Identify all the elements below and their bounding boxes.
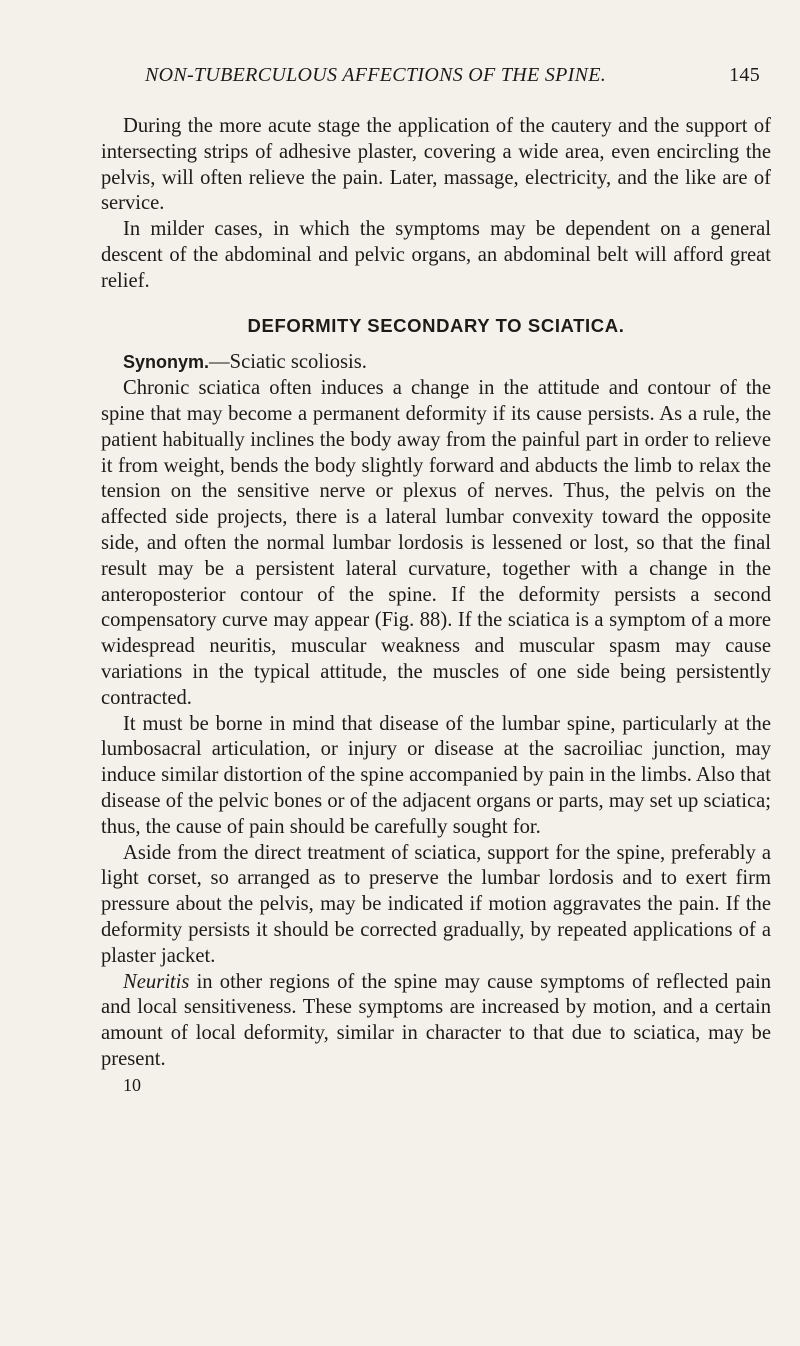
running-head-title: NON-TUBERCULOUS AFFECTIONS OF THE SPINE.: [145, 64, 607, 86]
paragraph-abdominal-belt: In milder cases, in which the symptoms may be dependent on a general descent of the abdominal and pelvic organs, an abdominal belt will afford great relief.: [101, 218, 771, 292]
synonym-text: —Sciatic scoliosis.: [209, 351, 367, 374]
paragraph-treatment: Aside from the direct treatment of sciatica, support for the spine, preferably a light corset, so arranged as to preserve the lumbar lordosis and to exert firm pressure about the pelvis, may be indicated if motion aggravates the pain. If the deformity persists it should be corrected gradually, by repeated applications of a plaster jacket.: [101, 841, 771, 967]
paragraph-lumbar-disease: It must be borne in mind that disease of the lumbar spine, particularly at the lumbosacral articulation, or injury or disease at the sacroiliac junction, may induce similar distortion of the spine accompanied by pain in the limbs. Also that disease of the pelvic bones or of the adjacent organs or parts, may set up sciatica; thus, the cause of pain should be carefully sought for.: [101, 712, 771, 838]
synonym-label: Synonym.: [123, 352, 210, 373]
neuritis-term: Neuritis: [123, 970, 190, 993]
neuritis-text: in other regions of the spine may cause symptoms of reflected pain and local sensitiveness. These symptoms are increased by motion, and a certain amount of local deformity, similar in character to that due to sciatica, may be present.: [101, 970, 771, 1070]
page-number: 145: [729, 64, 760, 86]
paragraph-cautery: During the more acute stage the application of the cautery and the support of intersecting strips of adhesive plaster, covering a wide area, even encircling the pelvis, will often relieve the pain. Later, massage, electricity, and the like are of service.: [101, 115, 771, 215]
running-head: [145, 64, 760, 87]
paragraph-synonym: [101, 350, 771, 376]
paragraph-neuritis: [101, 970, 771, 1073]
signature-mark: 10: [123, 1074, 141, 1095]
paragraph-chronic-sciatica: Chronic sciatica often induces a change in the attitude and contour of the spine that may become a permanent deformity if its cause persists. As a rule, the patient habitually inclines the body away from the painful part in order to relieve it from weight, bends the body slightly forward and abducts the limb to relax the tension on the sensitive nerve or plexus of nerves. Thus, the pelvis on the affected side projects, there is a lateral lumbar convexity toward the opposite side, and often the normal lumbar lordosis is lessened or lost, so that the final result may be a persistent lateral curvature, together with a change in the anteroposterior contour of the spine. If the deformity persists a second compensatory curve may appear (Fig. 88). If the sciatica is a symptom of a more widespread neuritis, muscular weakness and muscular spasm may cause variations in the typical attitude, the muscles of one side being persistently contracted.: [101, 377, 771, 709]
body-text: [101, 114, 771, 1098]
section-heading: DEFORMITY SECONDARY TO SCIATICA.: [247, 314, 625, 336]
